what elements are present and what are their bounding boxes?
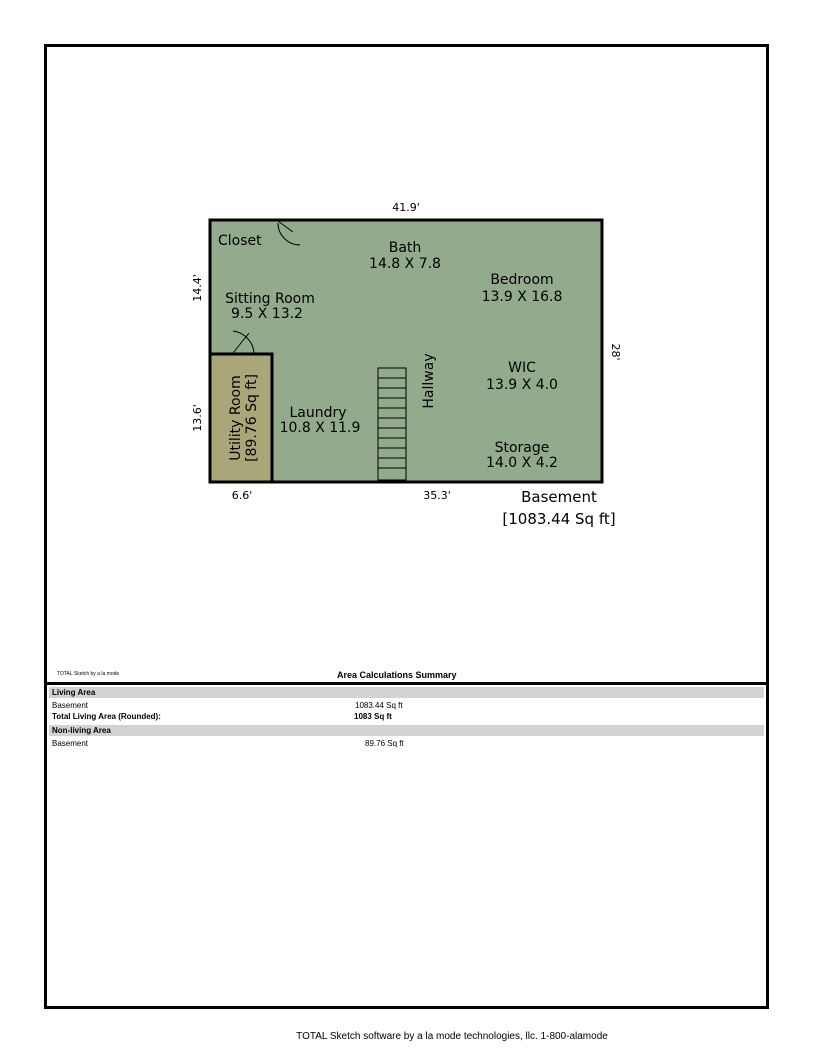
room-storage-size: 14.0 X 4.2 bbox=[486, 455, 558, 471]
room-bedroom-size: 13.9 X 16.8 bbox=[481, 289, 563, 305]
nonliving-area-header bbox=[49, 725, 764, 736]
dim-right: 28' bbox=[609, 343, 622, 361]
dim-left-upper: 14.4' bbox=[191, 274, 204, 302]
dim-top: 41.9' bbox=[392, 201, 420, 214]
room-bath-size: 14.8 X 7.8 bbox=[369, 256, 441, 272]
room-bath-label: Bath bbox=[388, 240, 422, 256]
floor-label: Basement bbox=[521, 488, 597, 506]
page-footer: TOTAL Sketch software by a la mode technologies, llc. 1-800-alamode bbox=[296, 1031, 608, 1042]
summary-divider bbox=[47, 682, 766, 685]
dim-left-lower: 13.6' bbox=[191, 404, 204, 432]
nonliving-area-header-label: Non-living Area bbox=[52, 726, 111, 735]
room-sitting-label: Sitting Room bbox=[225, 291, 315, 307]
summary-row bbox=[49, 700, 764, 711]
room-closet-label: Closet bbox=[218, 233, 262, 249]
row-label: Basement bbox=[52, 739, 89, 748]
room-wic-label: WIC bbox=[508, 360, 536, 376]
room-hallway-label: Hallway bbox=[421, 353, 437, 409]
dim-bottom-left: 6.6' bbox=[231, 489, 253, 502]
summary-row bbox=[49, 738, 764, 749]
living-area-header bbox=[49, 687, 764, 698]
room-laundry-size: 10.8 X 11.9 bbox=[279, 420, 361, 436]
living-total-value: 1083 Sq ft bbox=[354, 712, 392, 721]
living-area-header-label: Living Area bbox=[52, 688, 96, 697]
summary-title: Area Calculations Summary bbox=[337, 670, 457, 680]
row-label: Basement bbox=[52, 701, 89, 710]
dim-bottom-right: 35.3' bbox=[423, 489, 451, 502]
row-value: 1083.44 Sq ft bbox=[355, 701, 403, 710]
living-total-row bbox=[49, 711, 764, 722]
room-wic-size: 13.9 X 4.0 bbox=[486, 377, 558, 393]
room-utility-label: Utility Room bbox=[228, 375, 244, 461]
summary-caption: TOTAL Sketch by a la mode bbox=[57, 671, 120, 677]
room-storage-label: Storage bbox=[494, 440, 550, 456]
living-total-label: Total Living Area (Rounded): bbox=[52, 712, 161, 721]
room-sitting-size: 9.5 X 13.2 bbox=[231, 306, 303, 322]
floor-area: [1083.44 Sq ft] bbox=[502, 510, 616, 528]
room-utility-area: [89.76 Sq ft] bbox=[244, 374, 260, 462]
row-value: 89.76 Sq ft bbox=[365, 739, 404, 748]
room-bedroom-label: Bedroom bbox=[490, 272, 554, 288]
room-laundry-label: Laundry bbox=[289, 405, 347, 421]
